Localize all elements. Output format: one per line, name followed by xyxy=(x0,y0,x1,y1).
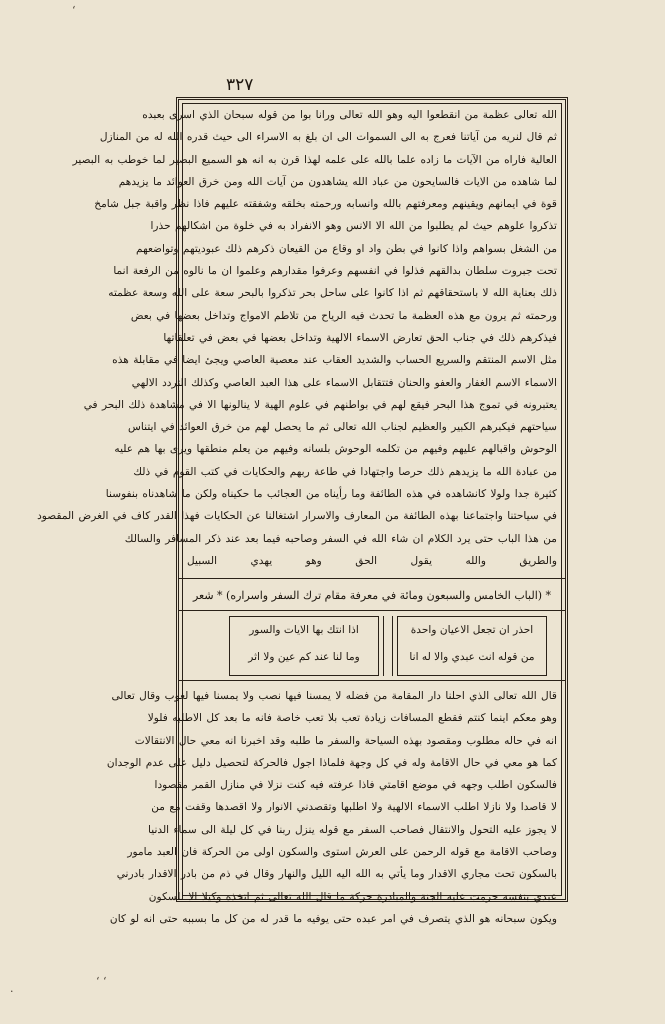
poem-verse: احذر ان تجعل الاعيان واحدة xyxy=(410,624,534,636)
poem-verse: وما لنا عند كم عين ولا اثر xyxy=(248,651,360,663)
margin-mark: ‘ ‘ xyxy=(96,975,107,988)
text-line: فيذكرهم ذلك في جناب الحق تعارض الاسماء الالهية وتداخل بعضها في بعض في تعلقاتها xyxy=(163,331,557,344)
text-line: من هذا الباب حتى يرد الكلام ان شاء الله في السفر وصاحبه فيما بعد عند ذكر المسافر والسالك xyxy=(124,532,557,545)
text-line: العالية فاراه من الآيات ما زاده علما بالله على علمه لهذا قرن به انه هو السميع البصير لما خوطب به البصير xyxy=(72,153,557,166)
text-line: كثيرة جدا ولولا كانشاهده في هذه الطائفة وما رأيناه من العجائب ما حكيناه ولكن ما شاهدناه بنفوسنا xyxy=(105,488,557,501)
poem-verses xyxy=(229,616,547,678)
text-line: مثل الاسم المنتقم والسريع الحساب والشديد العقاب عند معصية العاصي ويجئ ايضا في مقابلة هذه xyxy=(112,354,557,367)
text-line: ثم قال لنريه من آياتنا فعرج به الى السموات الى ان بلغ به الاسراء الى حيث قدره الله له من المنازل xyxy=(99,131,557,144)
poem-box-left xyxy=(229,616,379,676)
margin-mark: · xyxy=(10,985,14,998)
margin-mark: ‘ xyxy=(72,4,76,17)
text-line: لما شاهده من الايات فالسايحون من عباد الله يشاهدون من آيات الله ومن خرق العوائد ما يزيدهم xyxy=(118,175,557,188)
divider-top xyxy=(179,578,565,579)
text-line: لا يجوز عليه التحول والانتقال فصاحب السفر مع قوله ينزل ربنا في كل ليلة الى سماء الدنيا xyxy=(148,823,557,836)
text-line: وصاحب الاقامة مع قوله الرحمن على العرش استوى والسكون اولى من الحركة فان العبد مامور xyxy=(127,846,557,859)
text-line: الوحوش واقبالهم عليهم وفيهم من تكلمه الوحوش بلسانه وفيهم من يعلم منطقها ويرى بها هم عليه xyxy=(114,443,557,456)
text-line: كما هو معي في حال الاقامة وله في كل وجهة فلماذا اجول فالحركة لتحصيل دليل على عدم الوجدان xyxy=(106,756,557,769)
text-line: لا قاصدا ولا نازلا اطلب الاسماء الالهية ولا اطلبها وتقصدني الانوار ولا اقصدها وقفت مع من xyxy=(151,801,557,814)
text-line: وهو معكم اينما كنتم فقطع المسافات زيادة تعب بلا تعب خاصة فانه ما بعد كل الاطلبه فلولا xyxy=(147,712,557,725)
divider-heading xyxy=(179,610,565,611)
text-line: من الشغل بسواهم واذا كانوا في بطن واد او وقاع من القيعان ذكرهم ذلك عبوديتهم وتواضعهم xyxy=(136,242,557,255)
text-line: الله تعالى عظمة من انقطعوا اليه وهو الله تعالى ورانا بوا من قوله سبحان الذي اسرى بعبده xyxy=(142,109,557,121)
text-line: فالسكون اطلب وجهه في موضع اقامتي فاذا عرفته فيه كنت نزلا في منازل القمر مقصودا xyxy=(154,779,557,792)
text-line: يعتبرونه في تموج هذا البحر فيقع لهم في بواطنهم في علوم الهية لا ينالونها الا في مشاهدة ذلك البحر في xyxy=(83,398,557,411)
text-line: من عبادة الله ما يزيدهم ذلك حرصا واجتهادا في طاعة ربهم والحكايات في كتب القوم في ذلك xyxy=(133,465,557,478)
page-number: ٣٢٧ xyxy=(226,75,254,95)
text-line: الاسماء الاسم الغفار والعفو والحنان فتتقابل الاسماء على هذا العبد العاصي وكذلك التردد الالهي xyxy=(131,376,557,389)
text-line: عبدي بنفسه حرمت عليه الجنة والمبادرة حركة ما قال الله تعالى ثم اتخذه وكيلا الا للسكون xyxy=(148,890,557,903)
poem-separator xyxy=(383,616,393,676)
divider-poem xyxy=(179,680,565,681)
main-text-top xyxy=(37,104,557,572)
main-text-bottom xyxy=(106,685,557,930)
poem-box-right xyxy=(397,616,547,676)
text-line: انه في حاله مطلوب ومقصود بهذه السياحة والسفر ما طلبه وقد اخبرنا انه معي حال الانتقالات xyxy=(134,734,557,747)
poem-verse: من قوله انت عبدي والا له انا xyxy=(409,651,535,663)
poem-verse: اذا انتك بها الايات والسور xyxy=(249,624,359,636)
text-line: ورحمته ثم يرون مع هذه العظمة ما تحدث فيه الرياح من تلاطم الامواج وتداخل بعضها في بعض xyxy=(130,309,557,322)
text-line: قال الله تعالى الذي احلنا دار المقامة من فضله لا يمسنا فيها نصب ولا يمسنا فيها لغوب وقال تعالى xyxy=(111,690,557,702)
text-line: تذكروا علوهم حيث لم يطلبوا من الله الا الانس وهو الانفراد به في خلوة من اشكالهم حذرا xyxy=(150,220,557,233)
chapter-heading: * (الباب الخامس والسبعون ومائة في معرفة مقام ترك السفر واسراره) * شعر xyxy=(192,589,552,602)
text-line: تحت جبروت سلطان بدالقهم فذلوا في انفسهم وعرفوا مقدارهم وعلموا ان ما نالوه من الرفعة انما xyxy=(113,265,557,278)
text-line: ذلك بعناية الله لا باستحقاقهم ثم اذا كانوا على ساحل بحر تذكروا بالبحر سعة على الله وسعة عظمته xyxy=(108,287,557,300)
text-line: قوة في ايمانهم ويقينهم ومعرفتهم بالله وانسابه ورحمته بخلقه وشفقته عليهم فاذا نظر واقبة جبل شامخ xyxy=(94,198,557,211)
text-line: والطريق والله يقول الحق وهو يهدي السبيل xyxy=(187,554,557,567)
text-line: في سياحتنا واجتماعنا بهذه الطائفة من المعارف والاسرار اشتغالنا عن الحكايات فهذا القدر كاف في الغرض المقصود xyxy=(37,510,557,523)
text-line: ويكون سبحانه هو الذي يتصرف في امر عبده حتى يوفيه ما قدر له من كل ما بسببه حتى انه لو كان xyxy=(109,912,557,925)
text-line: سياحتهم فيكبرهم الكبير والعظيم لجناب الله تعالى ثم ما يحصل لهم من خرق العوائد في ايتناس xyxy=(128,421,557,434)
text-frame xyxy=(37,97,568,925)
text-line: بالسكون تحت مجاري الاقدار وما يأتي به الله اليه الليل والنهار وقال في ذم من بادر الاقدار بادرني xyxy=(116,868,557,881)
